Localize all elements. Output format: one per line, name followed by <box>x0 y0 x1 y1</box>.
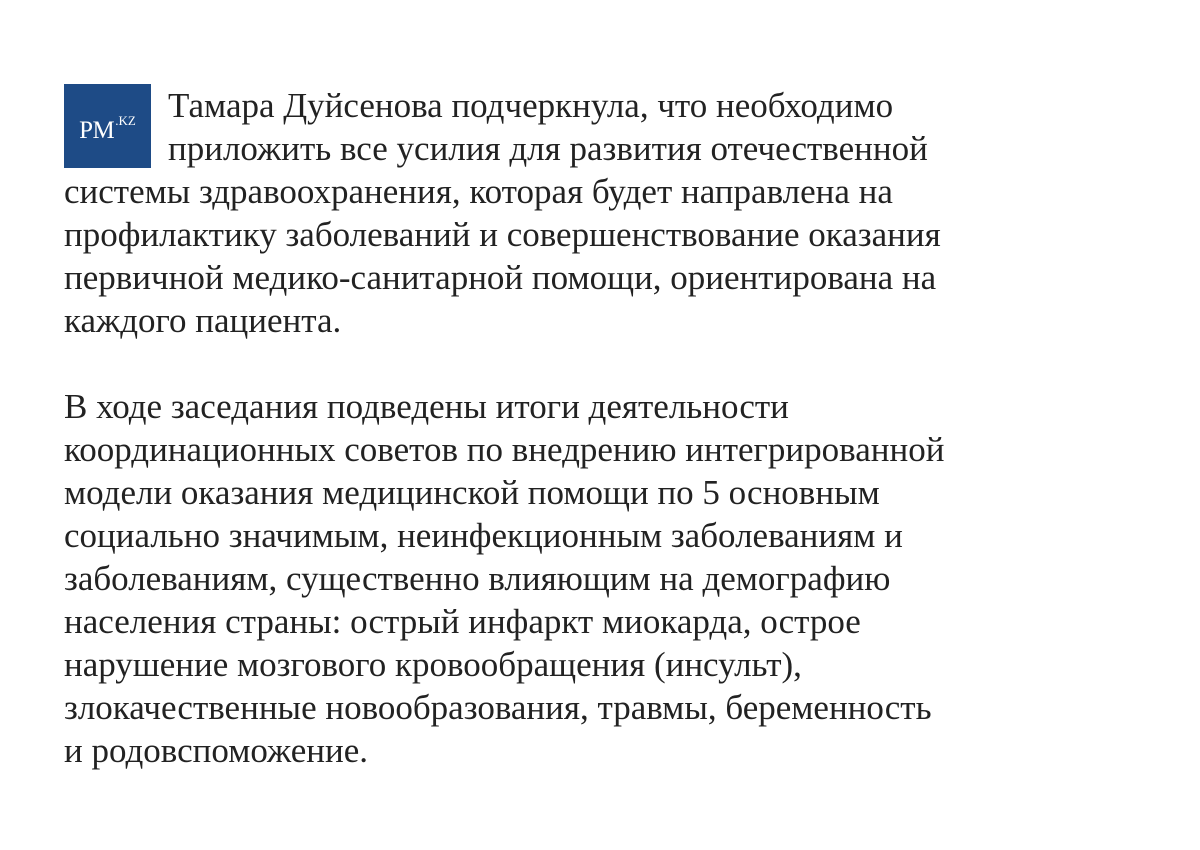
logo-suffix: .KZ <box>115 112 136 128</box>
paragraph-1-text: Тамара Дуйсенова подчеркнула, что необходимо приложить все усилия для развития отечественной системы здравоохранения, которая будет направлена на профилактику заболеваний и совершенствование оказания первичной медико-санитарной помощи, ориентирована на каждого пациента. <box>64 86 941 340</box>
paragraph-2: В ходе заседания подведены итоги деятельности координационных советов по внедрению интегрированной модели оказания медицинской помощи по 5 основным социально значимым, неинфекционным заболеваниям и заболеваниям, существенно влияющим на демографию населения страны: острый инфаркт миокарда, острое нарушение мозгового кровообращения (инсульт), злокачественные новообразования, травмы, беременность и родовспоможение. <box>64 387 945 770</box>
pm-kz-logo <box>64 84 151 168</box>
paragraph-1 <box>64 84 1154 342</box>
logo-text: PM <box>79 116 115 144</box>
article-body <box>64 84 1154 772</box>
